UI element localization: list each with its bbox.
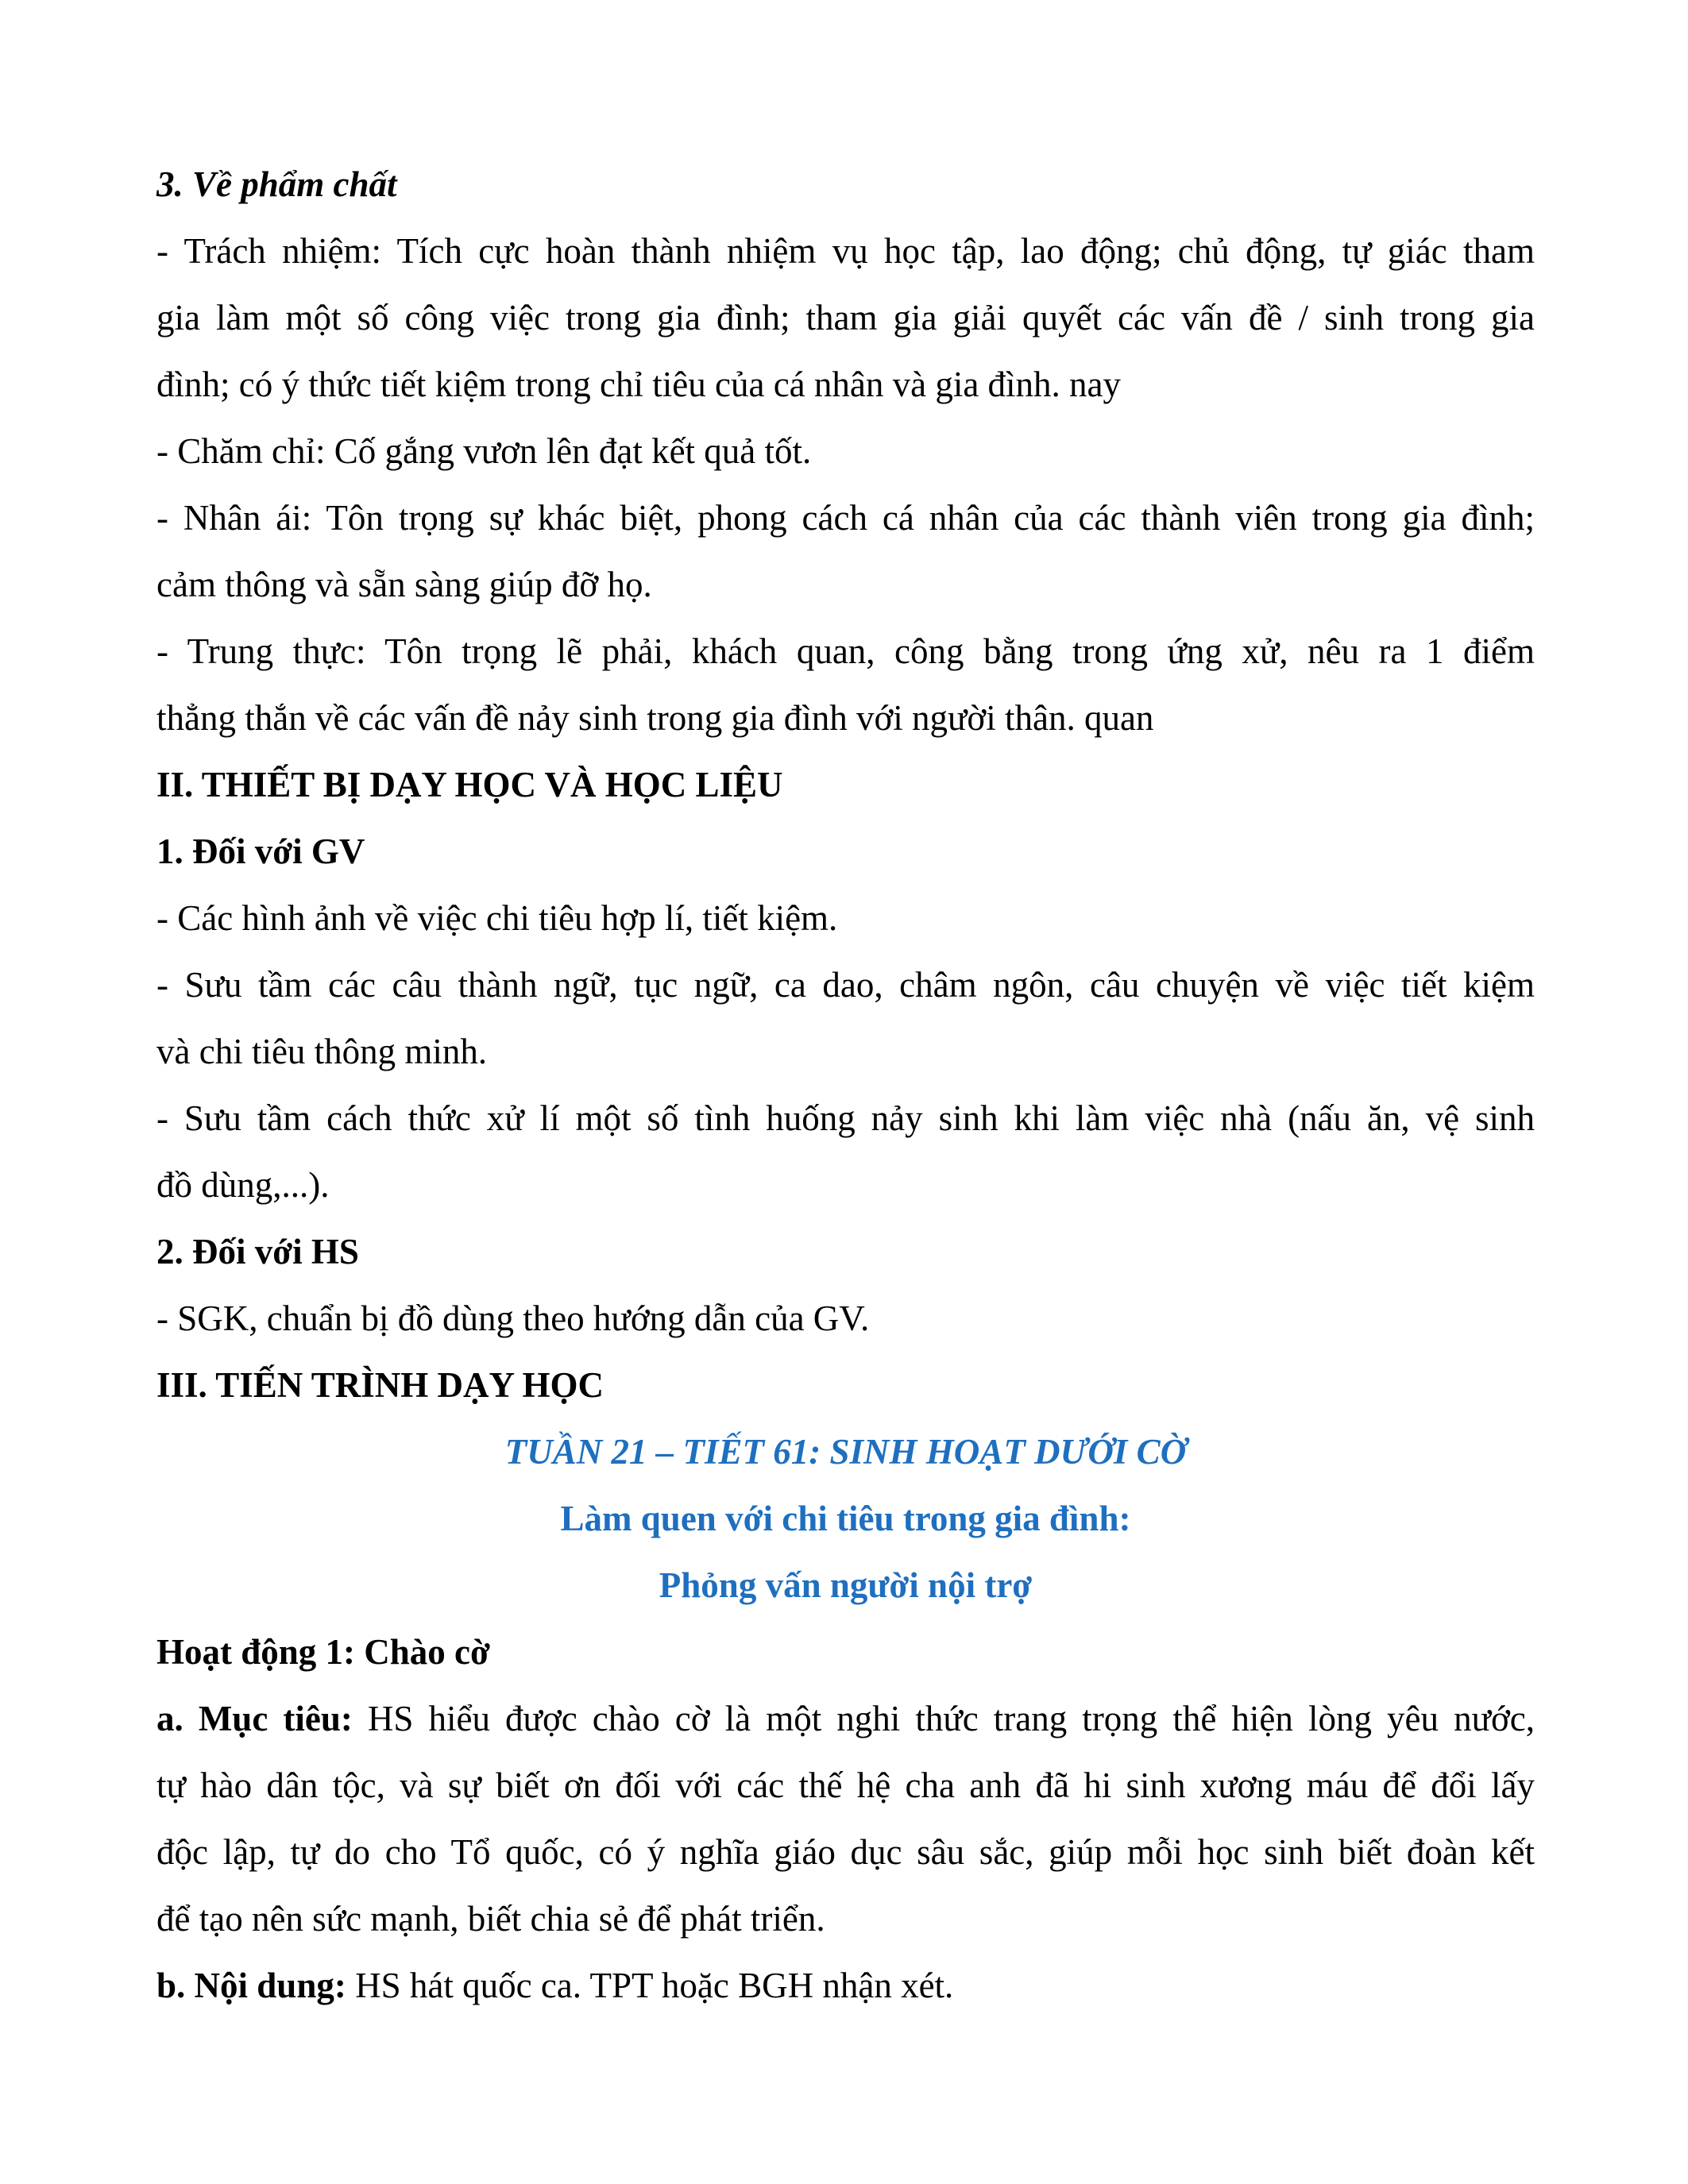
paragraph-line: tự hào dân tộc, và sự biết ơn đối với các thế hệ cha anh đã hi sinh xương máu để đổi lấy: [156, 1765, 1535, 1805]
section-heading-thiet-bi: II. THIẾT BỊ DẠY HỌC VÀ HỌC LIỆU: [156, 765, 783, 805]
week-title: TUẦN 21 – TIẾT 61: SINH HOẠT DƯỚI CỜ: [504, 1432, 1187, 1472]
activity-heading: Hoạt động 1: Chào cờ: [156, 1632, 490, 1672]
paragraph-line: - Trung thực: Tôn trọng lẽ phải, khách quan, công bằng trong ứng xử, nêu ra 1 điểm: [156, 631, 1535, 671]
paragraph-line: - Các hình ảnh về việc chi tiêu hợp lí, tiết kiệm.: [156, 898, 838, 938]
goal-text: HS hiểu được chào cờ là một nghi thức trang trọng thể hiện lòng yêu nước,: [352, 1699, 1535, 1738]
paragraph-line: - Chăm chỉ: Cố gắng vươn lên đạt kết quả tốt.: [156, 431, 812, 471]
paragraph-line: - Sưu tầm cách thức xử lí một số tình huống nảy sinh khi làm việc nhà (nấu ăn, vệ sinh: [156, 1098, 1535, 1138]
lesson-subtitle: Làm quen với chi tiêu trong gia đình:: [560, 1499, 1131, 1538]
paragraph-line: đồ dùng,...).: [156, 1165, 330, 1205]
subheading-hs: 2. Đối với HS: [156, 1232, 359, 1271]
lesson-subtitle: Phỏng vấn người nội trợ: [659, 1565, 1033, 1605]
paragraph-line: - Trách nhiệm: Tích cực hoàn thành nhiệm vụ học tập, lao động; chủ động, tự giác tham: [156, 231, 1535, 271]
paragraph-line: - Sưu tầm các câu thành ngữ, tục ngữ, ca dao, châm ngôn, câu chuyện về việc tiết kiệm: [156, 965, 1535, 1005]
paragraph-line: để tạo nên sức mạnh, biết chia sẻ để phát triển.: [156, 1899, 825, 1939]
content-label: b. Nội dung:: [156, 1966, 346, 2005]
subheading-gv: 1. Đối với GV: [156, 832, 365, 871]
section-heading-pham-chat: 3. Về phẩm chất: [156, 164, 397, 204]
paragraph-line: - Nhân ái: Tôn trọng sự khác biệt, phong cách cá nhân của các thành viên trong gia đình;: [156, 498, 1535, 538]
paragraph-line: cảm thông và sẵn sàng giúp đỡ họ.: [156, 565, 652, 604]
paragraph-line: [156, 1685, 1535, 1752]
paragraph-line: đình; có ý thức tiết kiệm trong chỉ tiêu của cá nhân và gia đình. nay: [156, 365, 1122, 404]
content-text: HS hát quốc ca. TPT hoặc BGH nhận xét.: [346, 1966, 954, 2005]
paragraph-line: độc lập, tự do cho Tổ quốc, có ý nghĩa giáo dục sâu sắc, giúp mỗi học sinh biết đoàn kết: [156, 1832, 1535, 1872]
paragraph-line: [156, 1952, 1535, 2019]
section-heading-tien-trinh: III. TIẾN TRÌNH DẠY HỌC: [156, 1365, 605, 1405]
paragraph-line: và chi tiêu thông minh.: [156, 1032, 488, 1071]
paragraph-line: thẳng thắn về các vấn đề nảy sinh trong gia đình với người thân. quan: [156, 698, 1154, 738]
paragraph-line: gia làm một số công việc trong gia đình; tham gia giải quyết các vấn đề / sinh trong gia: [156, 298, 1535, 338]
paragraph-line: - SGK, chuẩn bị đồ dùng theo hướng dẫn của GV.: [156, 1298, 870, 1338]
goal-label: a. Mục tiêu:: [156, 1699, 353, 1738]
